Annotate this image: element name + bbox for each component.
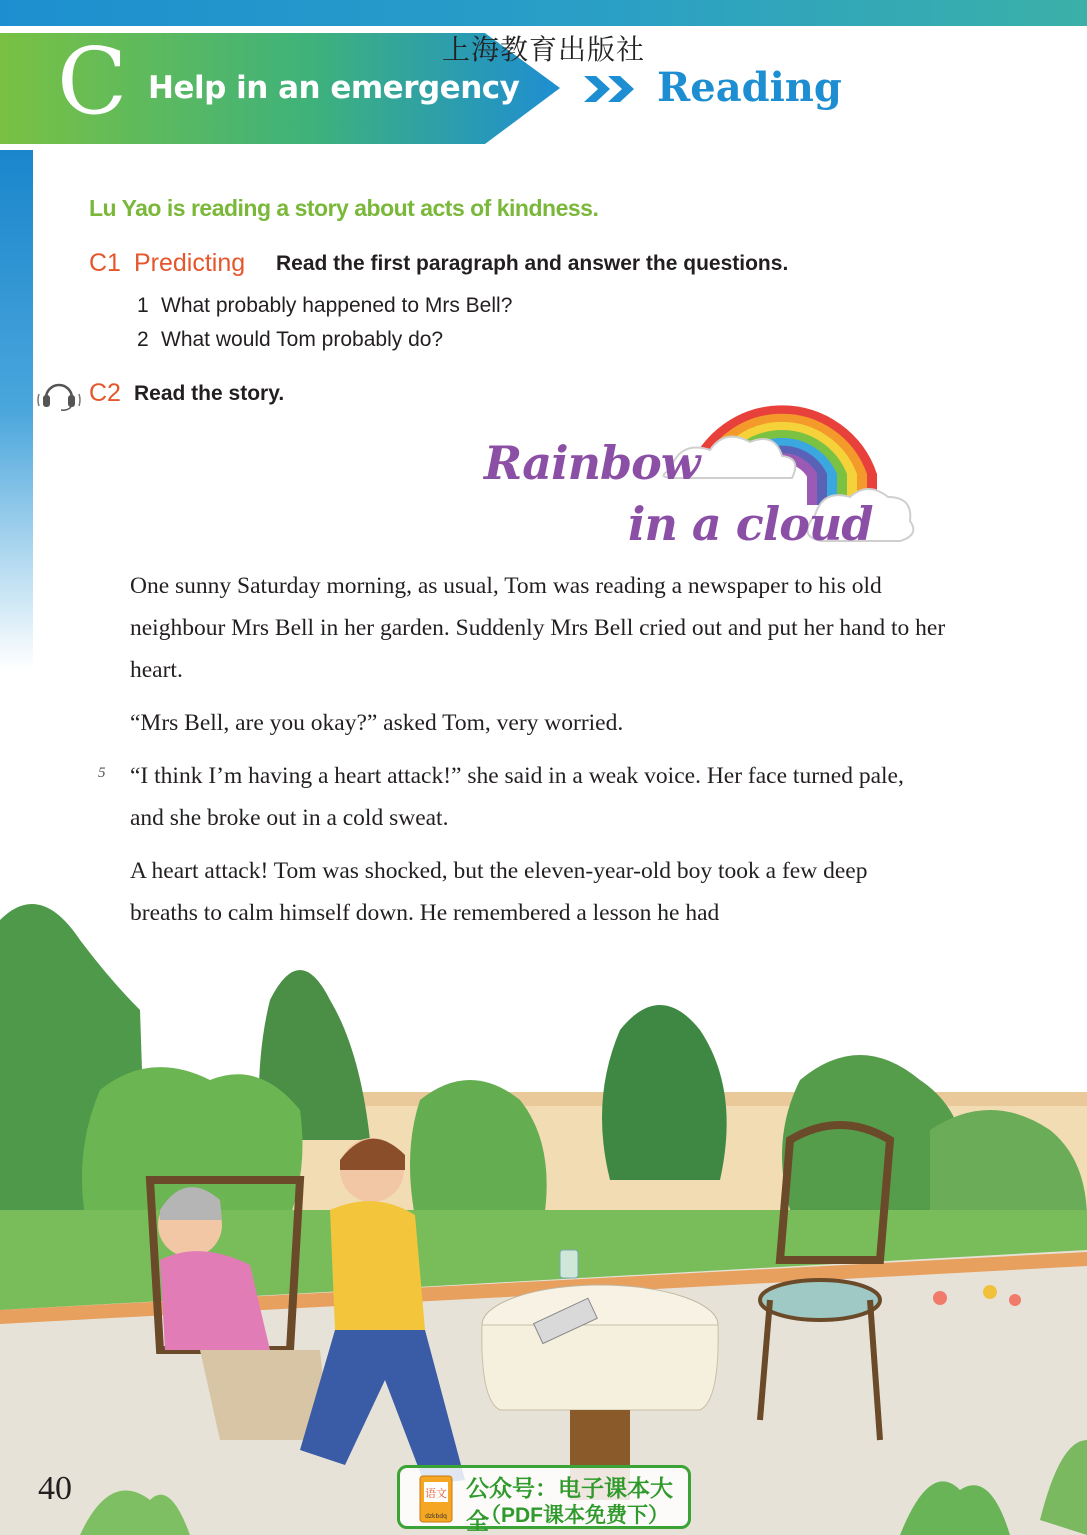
book-icon-caption: dzkbdq	[425, 1513, 447, 1520]
question-item	[137, 294, 512, 318]
double-chevron-icon	[582, 74, 640, 104]
page-number: 40	[38, 1470, 72, 1507]
question-number: 2	[137, 328, 149, 351]
question-item	[137, 328, 443, 352]
reading-label: Reading	[657, 64, 842, 111]
story-paragraph: “I think I’m having a heart attack!” she said in a weak voice. Her face turned pale, and she broke out in a cold sweat.	[130, 763, 904, 831]
c1-skill: Predicting	[134, 249, 246, 277]
watermark-line1: 公众号：电子课本大全	[466, 1475, 673, 1534]
story-paragraph: “Mrs Bell, are you okay?” asked Tom, very worried.	[130, 710, 624, 736]
watermark-box	[397, 1465, 691, 1534]
watermark-line2: （PDF课本免费下）	[480, 1504, 669, 1527]
section-title: Help in an emergency	[148, 70, 520, 106]
publisher-name: 上海教育出版社	[441, 33, 645, 66]
story-title-line2: in a cloud	[628, 497, 873, 551]
book-icon-label: 语文	[425, 1487, 447, 1500]
book-icon	[418, 1474, 454, 1526]
c1-instruction: Read the first paragraph and answer the questions.	[276, 252, 789, 275]
section-letter: C	[57, 28, 128, 135]
question-text: What probably happened to Mrs Bell?	[161, 294, 513, 317]
story-title-line1: Rainbow	[484, 436, 700, 490]
line-number: 5	[98, 765, 106, 781]
c1-number: C1	[89, 249, 121, 277]
garden-illustration	[0, 880, 1087, 1535]
question-text: What would Tom probably do?	[161, 328, 444, 351]
c2-number: C2	[89, 379, 121, 407]
c2-instruction: Read the story.	[134, 382, 285, 405]
question-number: 1	[137, 294, 149, 317]
story-paragraph: One sunny Saturday morning, as usual, Tom was reading a newspaper to his old neighbour Mrs Bell in her garden. Suddenly Mrs Bell cried out and put her hand to her heart.	[130, 573, 946, 683]
story-paragraph: A heart attack! Tom was shocked, but the eleven-year-old boy took a few deep breaths to calm himself down. He remembered a lesson he had	[130, 858, 868, 926]
headphones-icon[interactable]	[37, 378, 81, 412]
left-margin-bar	[0, 150, 33, 670]
top-color-strip	[0, 0, 1087, 26]
intro-text: Lu Yao is reading a story about acts of kindness.	[89, 195, 599, 221]
